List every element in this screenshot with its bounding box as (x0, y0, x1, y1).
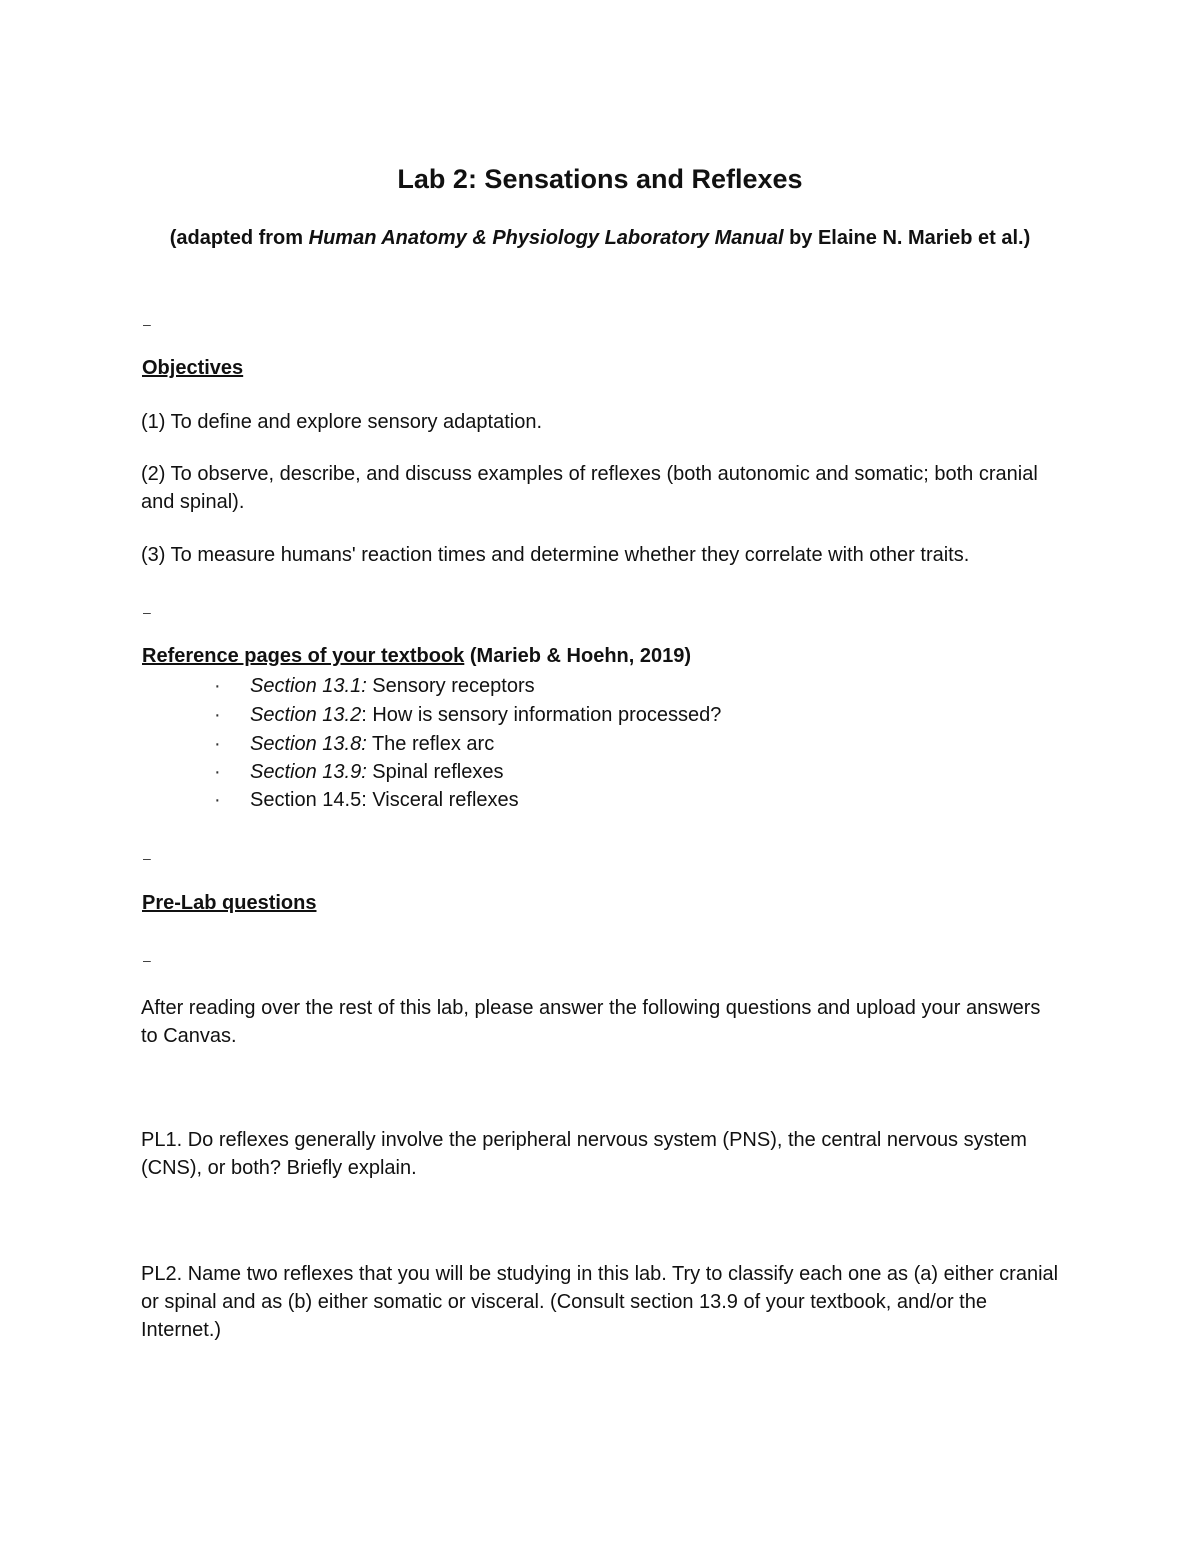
reference-section: Section 13.8: (250, 733, 367, 755)
separator-dash: – (143, 316, 151, 332)
subtitle-book-title: Human Anatomy & Physiology Laboratory Manual (308, 227, 784, 249)
reference-topic: : How is sensory information processed? (361, 704, 722, 726)
reference-topic: Sensory receptors (366, 675, 535, 697)
prelab-heading (142, 892, 316, 915)
reference-list-item (214, 730, 494, 758)
bullet-icon: · (214, 733, 221, 755)
reference-citation: (Marieb & Hoehn, 2019) (464, 645, 692, 667)
prelab-intro: After reading over the rest of this lab, please answer the following questions and upload your answers to Canvas. (141, 997, 1041, 1047)
reference-list-item (214, 701, 721, 729)
reference-section: Section 13.1: (250, 675, 367, 697)
separator-dash: – (143, 952, 151, 968)
prelab-question-1: PL1. Do reflexes generally involve the peripheral nervous system (PNS), the central nervous system (CNS), or both? Briefly explain. (141, 1129, 1027, 1179)
objective-item-1: (1) To define and explore sensory adaptation. (141, 411, 543, 433)
subtitle-suffix: by Elaine N. Marieb et al.) (783, 227, 1031, 249)
reference-topic: Spinal reflexes (366, 761, 504, 783)
separator-dash: – (143, 604, 151, 620)
reference-list-item (214, 786, 519, 814)
reference-heading (142, 645, 691, 668)
reference-list-item (214, 672, 535, 700)
reference-section: Section 14.5 (250, 789, 362, 811)
bullet-icon: · (214, 761, 221, 783)
objective-item-3: (3) To measure humans' reaction times and determine whether they correlate with other traits. (141, 544, 970, 566)
bullet-icon: · (214, 789, 221, 811)
prelab-question-2: PL2. Name two reflexes that you will be studying in this lab. Try to classify each one as (a) either cranial or spinal and as (b) either somatic or visceral. (Consult section 13.9 of your textbook, and/or the Internet.) (141, 1263, 1059, 1341)
page-title: Lab 2: Sensations and Reflexes (397, 164, 803, 194)
reference-section: Section 13.9: (250, 761, 367, 783)
objectives-heading (142, 357, 243, 380)
subtitle-prefix: (adapted from (169, 227, 309, 249)
reference-list-item (214, 758, 504, 786)
subtitle (142, 224, 1058, 253)
objective-item-2: (2) To observe, describe, and discuss examples of reflexes (both autonomic and somatic; both cranial and spinal). (141, 463, 1038, 513)
reference-topic: The reflex arc (366, 733, 495, 755)
reference-section: Section 13.2 (250, 704, 362, 726)
separator-dash: – (143, 850, 151, 866)
prelab-heading-text: Pre-Lab questions (142, 892, 317, 914)
reference-topic: : Visceral reflexes (361, 789, 519, 811)
bullet-icon: · (214, 675, 221, 697)
reference-heading-text: Reference pages of your textbook (142, 645, 465, 667)
objectives-heading-text: Objectives (142, 357, 244, 379)
bullet-icon: · (214, 704, 221, 726)
